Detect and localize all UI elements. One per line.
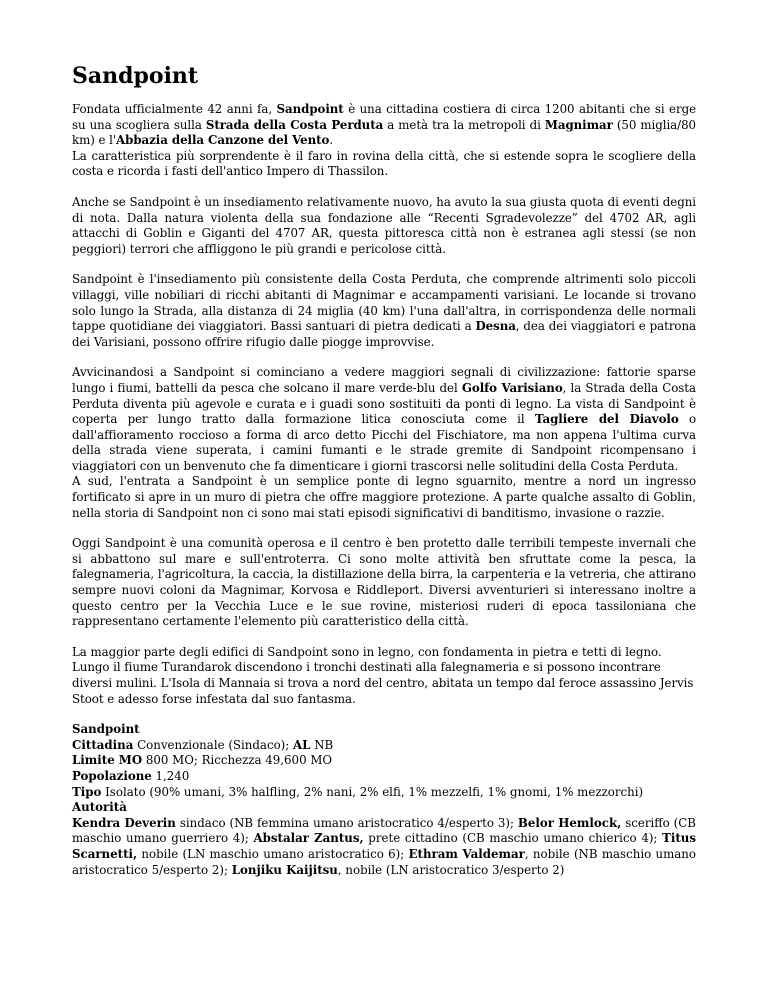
stat-name: Sandpoint bbox=[72, 722, 140, 737]
stat-population-line: Popolazione 1,240 bbox=[72, 768, 190, 783]
stat-type-line: Cittadina Convenzionale (Sindaco); AL NB bbox=[72, 737, 334, 752]
stat-authority-heading: Autorità bbox=[72, 800, 127, 815]
settlement-stat-block bbox=[72, 722, 696, 878]
paragraph-approach: Avvicinandosi a Sandpoint si cominciano a vedere maggiori segnali di civilizzazione: fattorie sparse lungo i fiumi, battelli da pesca che solcano il mare verde-blu del Golfo Varisiano, la Strada della Costa Perduta diventa più agevole e curata e i guadi sono sostituiti da ponti di legno. La vista di Sandpoint è coperta per lungo tratto dalla formazione litica conosciuta come il Tagliere del Diavolo o dall'affioramento roccioso a forma di arco detto Picchi del Fischiatore, ma non appena l'ultima curva della strada viene superata, i camini fumanti e le strade gremite di Sandpoint ricompensano i viaggiatori con un benvenuto che fa dimenticare i giorni trascorsi nelle solitudini della Costa Perduta. A sud, l'entrata a Sandpoint è un semplice ponte di legno sguarnito, mentre a nord un ingresso fortificato si apre in un muro di pietra che offre maggiore protezione. A parte qualche assalto di Goblin, nella storia di Sandpoint non ci sono mai stati episodi significativi di banditismo, invasione o razzie. bbox=[72, 365, 696, 520]
page-title: Sandpoint bbox=[72, 63, 199, 89]
paragraph-founding: Fondata ufficialmente 42 anni fa, Sandpoint è una cittadina costiera di circa 1200 abitanti che si erge su una scogliera sulla Strada della Costa Perduta a metà tra la metropoli di Magnimar (50 miglia/80 km) e l'Abbazia della Canzone del Vento. La caratteristica più sorprendente è il faro in rovina della città, che si estende sopra le scogliere della costa e ricorda i fasti dell'antico Impero di Thassilon. bbox=[72, 102, 697, 179]
paragraph-lost-coast: Sandpoint è l'insediamento più consistente della Costa Perduta, che comprende altrimenti solo piccoli villaggi, ville nobiliari di ricchi abitanti di Magnimar e accampamenti varisiani. Le locande si trovano solo lungo la Strada, alla distanza di 24 miglia (40 km) l'una dall'altra, in corrispondenza delle normali tappe quotidiane dei viaggiatori. Bassi santuari di pietra dedicati a Desna, dea dei viaggiatori e patrona dei Varisiani, possono offrire rifugio dalle piogge improvvise. bbox=[72, 272, 696, 349]
paragraph-community: Oggi Sandpoint è una comunità operosa e il centro è ben protetto dalle terribili tempeste invernali che si abbattono sul mare e sull'entroterra. Ci sono molte attività ben sfruttate come la pesca, la falegnameria, l'agricoltura, la caccia, la distillazione della birra, la carpenteria e la vetreria, che attirano sempre nuovi coloni da Magnimar, Korvosa e Riddleport. Diversi avventurieri si interessano inoltre a questo centro per la Vecchia Luce e le sue rovine, misteriosi ruderi di epoca tassiloniana che rappresentano certamente l'elemento più caratteristico della città. bbox=[72, 536, 696, 629]
stat-authority-list: Kendra Deverin sindaco (NB femmina umano aristocratico 4/esperto 3); Belor Hemlock, sceriffo (CB maschio umano guerriero 4); Abstalar Zantus, prete cittadino (CB maschio umano chierico 4); Titus Scarnetti, nobile (LN maschio umano aristocratico 6); Ethram Valdemar, nobile (NB maschio umano aristocratico 5/esperto 2); Lonjiku Kaijitsu, nobile (LN aristocratico 3/esperto 2) bbox=[72, 815, 697, 877]
paragraph-buildings: La maggior parte degli edifici di Sandpoint sono in legno, con fondamenta in pietra e tetti di legno. Lungo il fiume Turandarok discendono i tronchi destinati alla falegnameria e si possono incontrare diversi mulini. L'Isola di Mannaia si trova a nord del centro, abitata un tempo dal feroce assassino Jervis Stoot e adesso forse infestata dal suo fantasma. bbox=[72, 644, 694, 706]
stat-limit-line: Limite MO 800 MO; Ricchezza 49,600 MO bbox=[72, 753, 333, 768]
paragraph-history: Anche se Sandpoint è un insediamento relativamente nuovo, ha avuto la sua giusta quota di eventi degni di nota. Dalla natura violenta della sua fondazione alle “Recenti Sgradevolezze” del 4702 AR, agli attacchi di Goblin e Giganti del 4707 AR, questa pittoresca città non è estranea agli stessi (se non peggiori) terrori che affliggono le più grandi e pericolose città. bbox=[72, 194, 696, 256]
stat-tipo-line: Tipo Isolato (90% umani, 3% halfling, 2% nani, 2% elfi, 1% mezzelfi, 1% gnomi, 1% mezzorchi) bbox=[72, 784, 644, 799]
